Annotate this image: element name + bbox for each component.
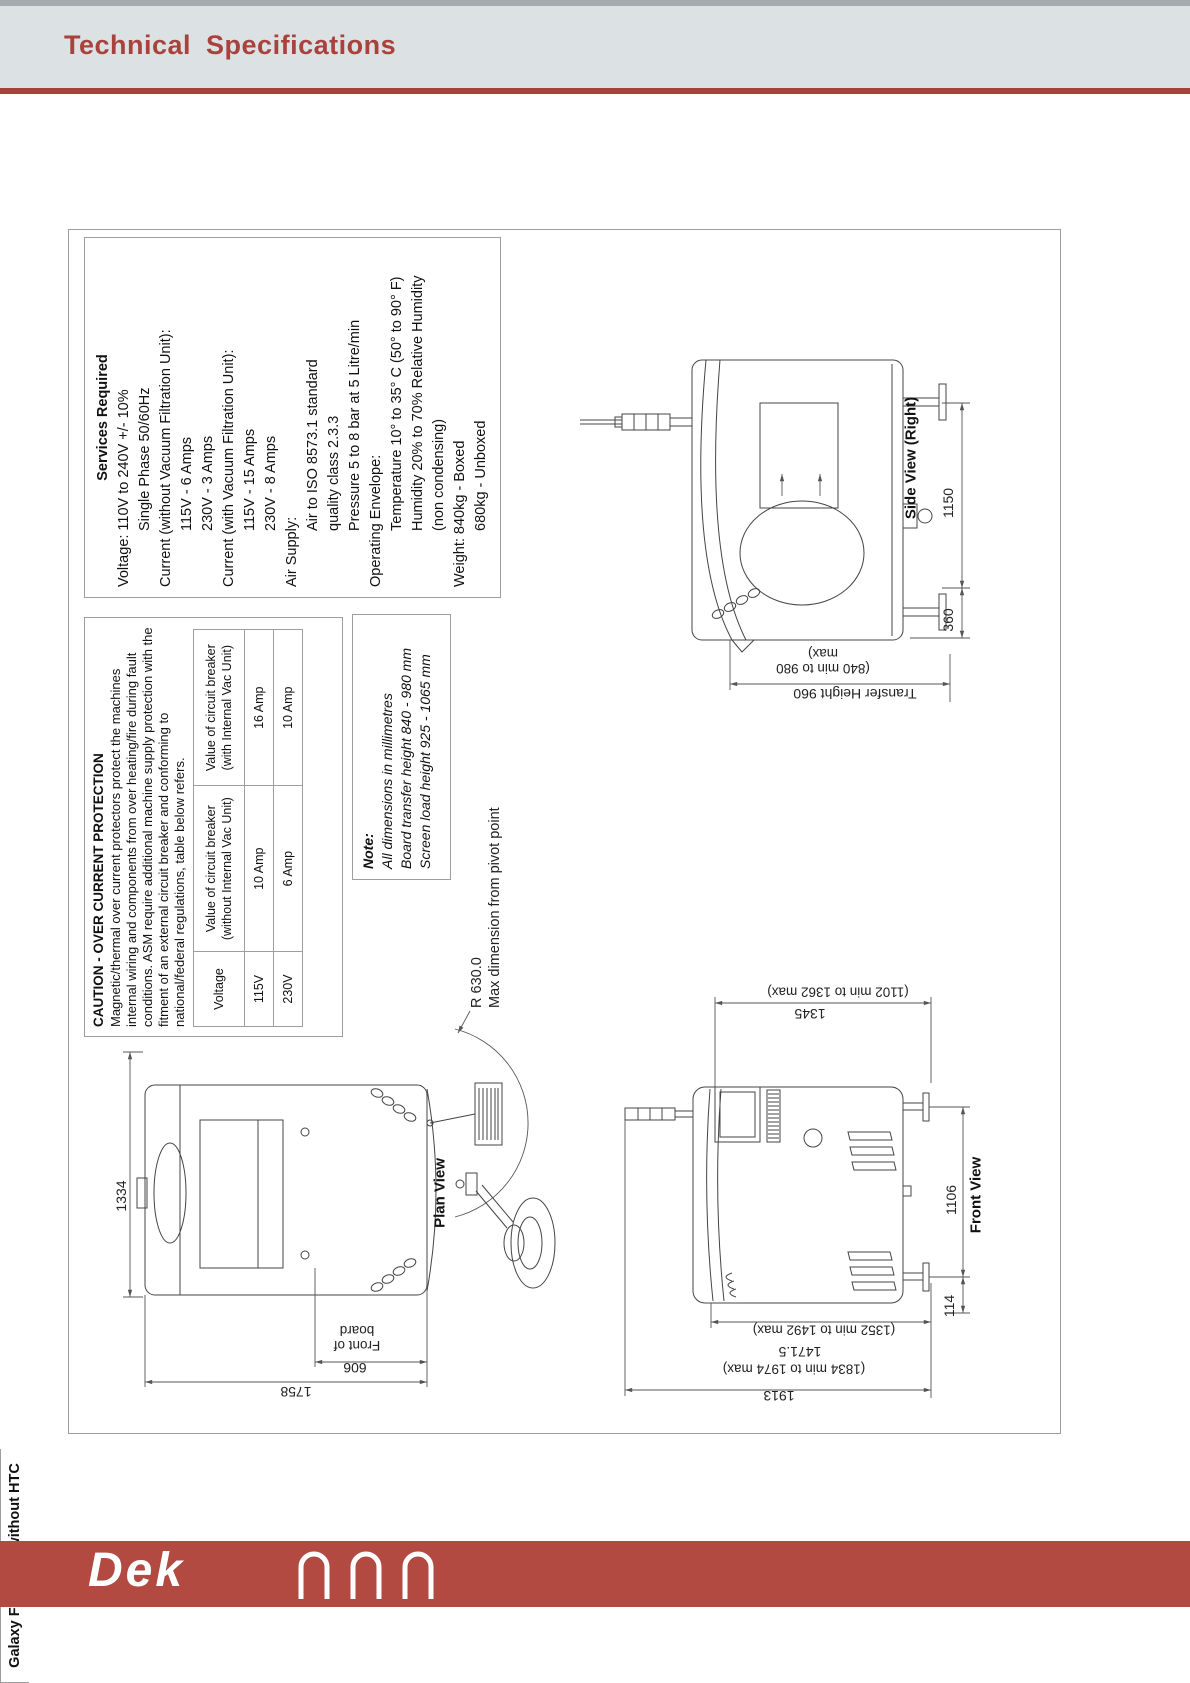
note-line: All dimensions in millimetres — [379, 693, 395, 869]
dim-360: 360 — [940, 608, 956, 632]
r630-value: R 630.0 — [469, 957, 485, 1008]
dim-606: 606 — [343, 1360, 367, 1376]
col-voltage: Voltage — [194, 952, 245, 1027]
dim-1345: 1345 — [794, 1006, 826, 1022]
plan-view-caption: Plan View — [431, 1158, 449, 1228]
services-line: (non condensing) — [431, 418, 447, 531]
services-line: 115V - 15 Amps — [242, 428, 258, 531]
services-line: Pressure 5 to 8 bar at 5 Litre/min — [347, 319, 363, 531]
label-front-of-board: Front of board — [333, 1323, 381, 1353]
col-breaker-with: Value of circuit breaker (with Internal Vac Unit) — [194, 630, 245, 786]
services-line: Air Supply: — [284, 516, 300, 587]
services-line: 680kg - Unboxed — [473, 420, 489, 531]
dek-logo-text: Dek — [88, 1544, 186, 1597]
caution-title: CAUTION - OVER CURRENT PROTECTION — [91, 753, 106, 1027]
services-line: Operating Envelope: — [368, 454, 384, 587]
services-line: Air to ISO 8573.1 standard — [305, 359, 321, 531]
side-view-caption: Side View (Right) — [902, 396, 920, 520]
caution-body: Magnetic/thermal over current protectors protect the machines internal wiring and components from over heating/fire during fault conditions. ASM require additional machine supply protection with the fitment of an external circuit breaker and conforming to national/federal regulations, table below refers. — [108, 627, 187, 1027]
col-breaker-without: Value of circuit breaker (without Internal Vac Unit) — [194, 786, 245, 952]
services-title: Services Required — [95, 354, 111, 481]
dek-logo-arches-icon — [292, 1551, 442, 1599]
r630-annotation — [468, 807, 504, 1008]
dim-1913-range: (1834 min to 1974 max) — [722, 1361, 866, 1377]
services-line: 115V - 6 Amps — [179, 436, 195, 531]
dim-114: 114 — [941, 1294, 957, 1318]
services-line: 230V - 8 Amps — [263, 435, 279, 531]
header-top-strip — [0, 0, 1190, 6]
header-rule — [0, 88, 1190, 94]
label-transfer-range: (840 min to 980 max) — [776, 646, 870, 676]
note-line: Screen load height 925 - 1065 mm — [417, 654, 433, 869]
footer-brand-bar — [0, 1541, 1190, 1607]
breaker-table — [193, 629, 303, 1027]
page-title: Technical Specifications — [64, 30, 397, 60]
dim-1471-range: (1352 min to 1492 max) — [752, 1322, 896, 1338]
table-header-row — [194, 630, 245, 1027]
dim-1758: 1758 — [280, 1384, 312, 1400]
plan-view-drawing — [85, 1023, 460, 1423]
dim-1334: 1334 — [113, 1180, 129, 1212]
table-row: 230V 6 Amp 10 Amp — [274, 630, 303, 1027]
services-line: Temperature 10° to 35° C (50° to 90° F) — [389, 276, 405, 531]
services-line: Humidity 20% to 70% Relative Humidity — [410, 275, 426, 531]
page-header-band — [0, 0, 1190, 88]
dim-1150: 1150 — [940, 487, 956, 519]
note-line: Board transfer height 840 - 980 mm — [398, 647, 414, 869]
front-view-drawing — [598, 953, 1073, 1423]
dim-1471: 1471.5 — [778, 1344, 822, 1360]
dim-1913: 1913 — [763, 1388, 795, 1404]
dim-1345-range: (1102 min to 1362 max) — [767, 984, 909, 1000]
front-view-caption: Front View — [967, 1156, 985, 1234]
table-row: 115V 10 Amp 16 Amp — [245, 630, 274, 1027]
services-line: Current (with Vacuum Filtration Unit): — [221, 349, 237, 587]
dim-1106: 1106 — [943, 1184, 959, 1216]
services-line: 230V - 3 Amps — [200, 435, 216, 531]
services-line: Current (without Vacuum Filtration Unit): — [158, 329, 174, 587]
r630-note: Max dimension from pivot point — [487, 807, 503, 1008]
services-line: Weight: 840kg - Boxed — [452, 440, 468, 587]
services-line: Single Phase 50/60Hz — [137, 387, 153, 531]
label-transfer-height: Transfer Height 960 — [793, 686, 917, 702]
monitor-arm-detail-drawing — [408, 983, 598, 1303]
services-line: quality class 2.3.3 — [326, 415, 342, 531]
services-line: Voltage: 110V to 240V +/- 10% — [116, 389, 132, 587]
caution-box — [84, 617, 343, 1037]
note-title: Note: — [360, 833, 376, 869]
